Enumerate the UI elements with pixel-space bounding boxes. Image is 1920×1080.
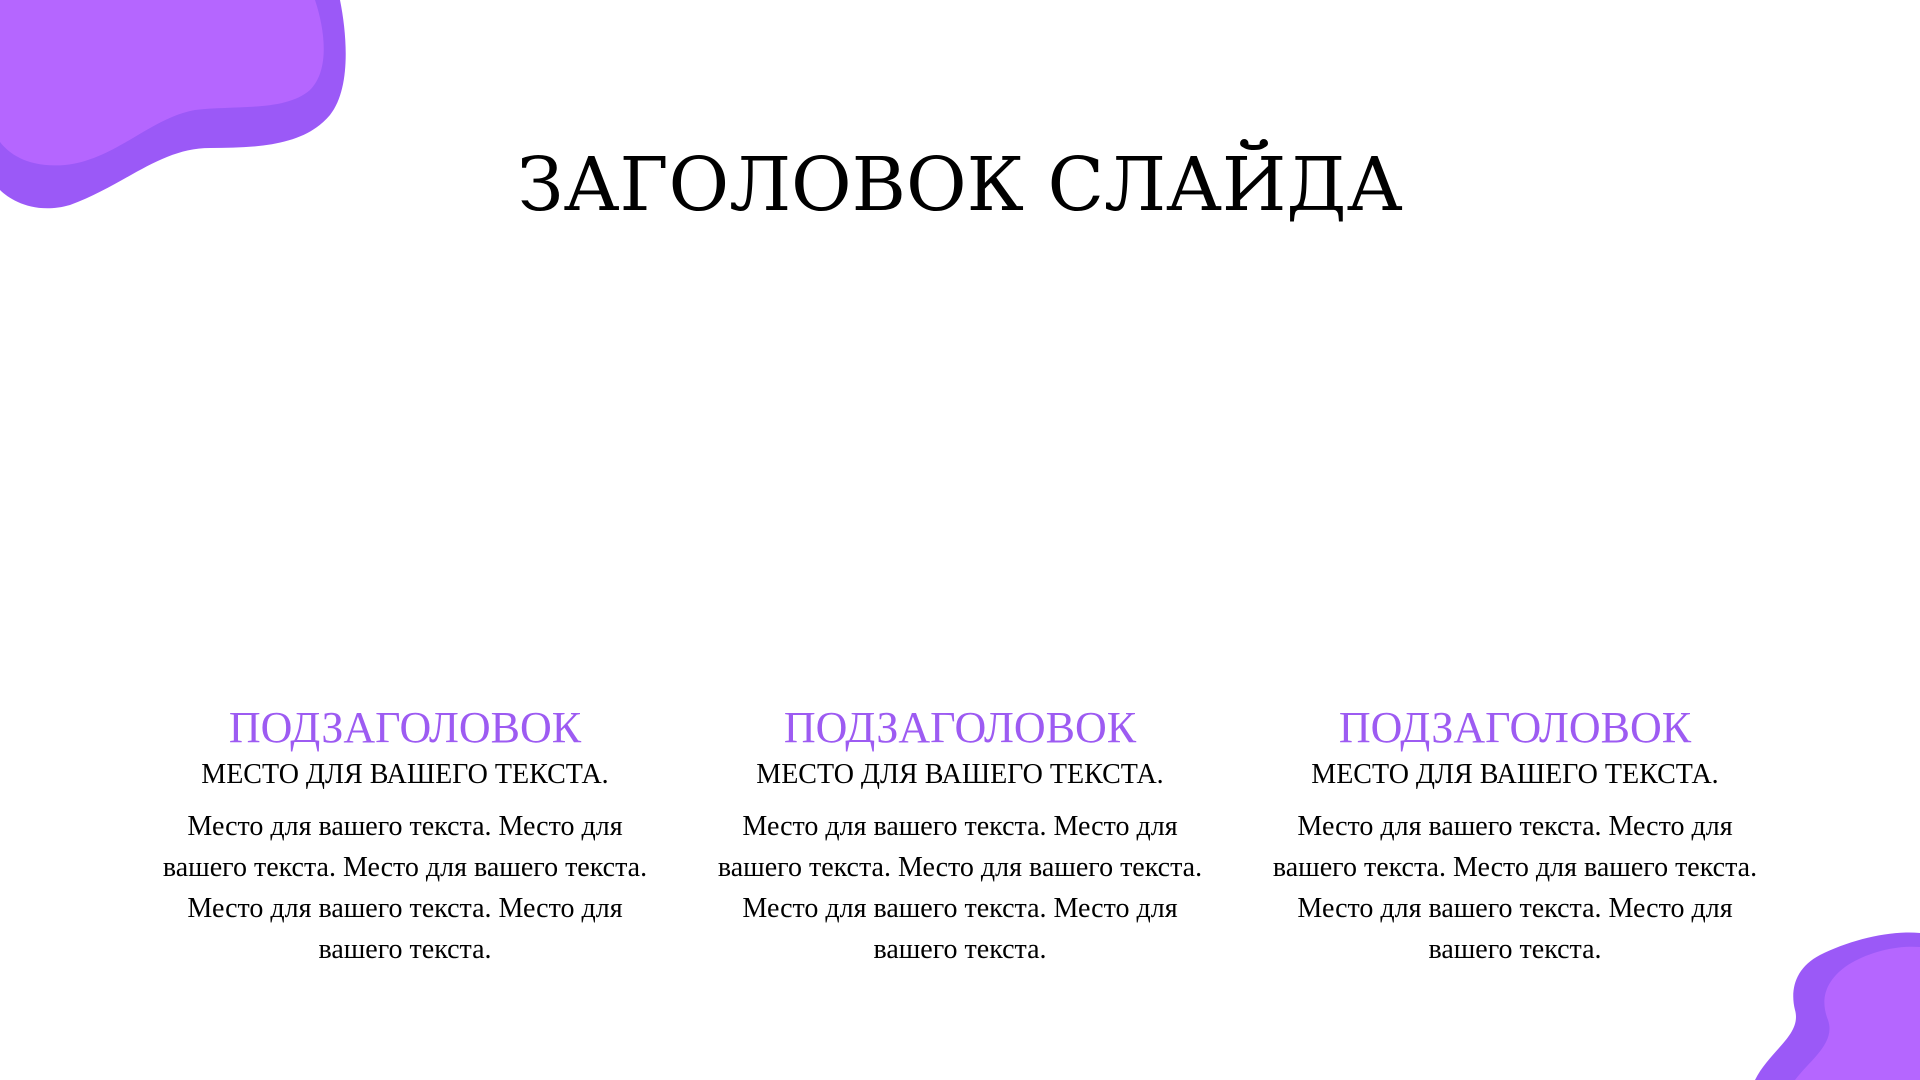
column-subheading: ПОДЗАГОЛОВОК [1338,703,1692,752]
column-subheading: ПОДЗАГОЛОВОК [228,703,582,752]
column-subheading: ПОДЗАГОЛОВОК [783,703,1137,752]
column-body-text: Место для вашего текста. Место для вашего текста. Место для вашего текста. Место для вашего текста. Место для вашего текста. [162,811,648,965]
column-lead-text: МЕСТО ДЛЯ ВАШЕГО ТЕКСТА. [201,759,609,790]
columns-row [140,700,1780,970]
slide-title: ЗАГОЛОВОК СЛАЙДА [517,142,1403,228]
column-body-text: Место для вашего текста. Место для вашего текста. Место для вашего текста. Место для вашего текста. Место для вашего текста. [717,811,1203,965]
text-column-1 [140,700,670,970]
text-column-2 [695,700,1225,970]
column-lead-text: МЕСТО ДЛЯ ВАШЕГО ТЕКСТА. [756,759,1164,790]
column-body-text: Место для вашего текста. Место для вашего текста. Место для вашего текста. Место для вашего текста. Место для вашего текста. [1272,811,1758,965]
column-lead-text: МЕСТО ДЛЯ ВАШЕГО ТЕКСТА. [1311,759,1719,790]
text-column-3 [1250,700,1780,970]
